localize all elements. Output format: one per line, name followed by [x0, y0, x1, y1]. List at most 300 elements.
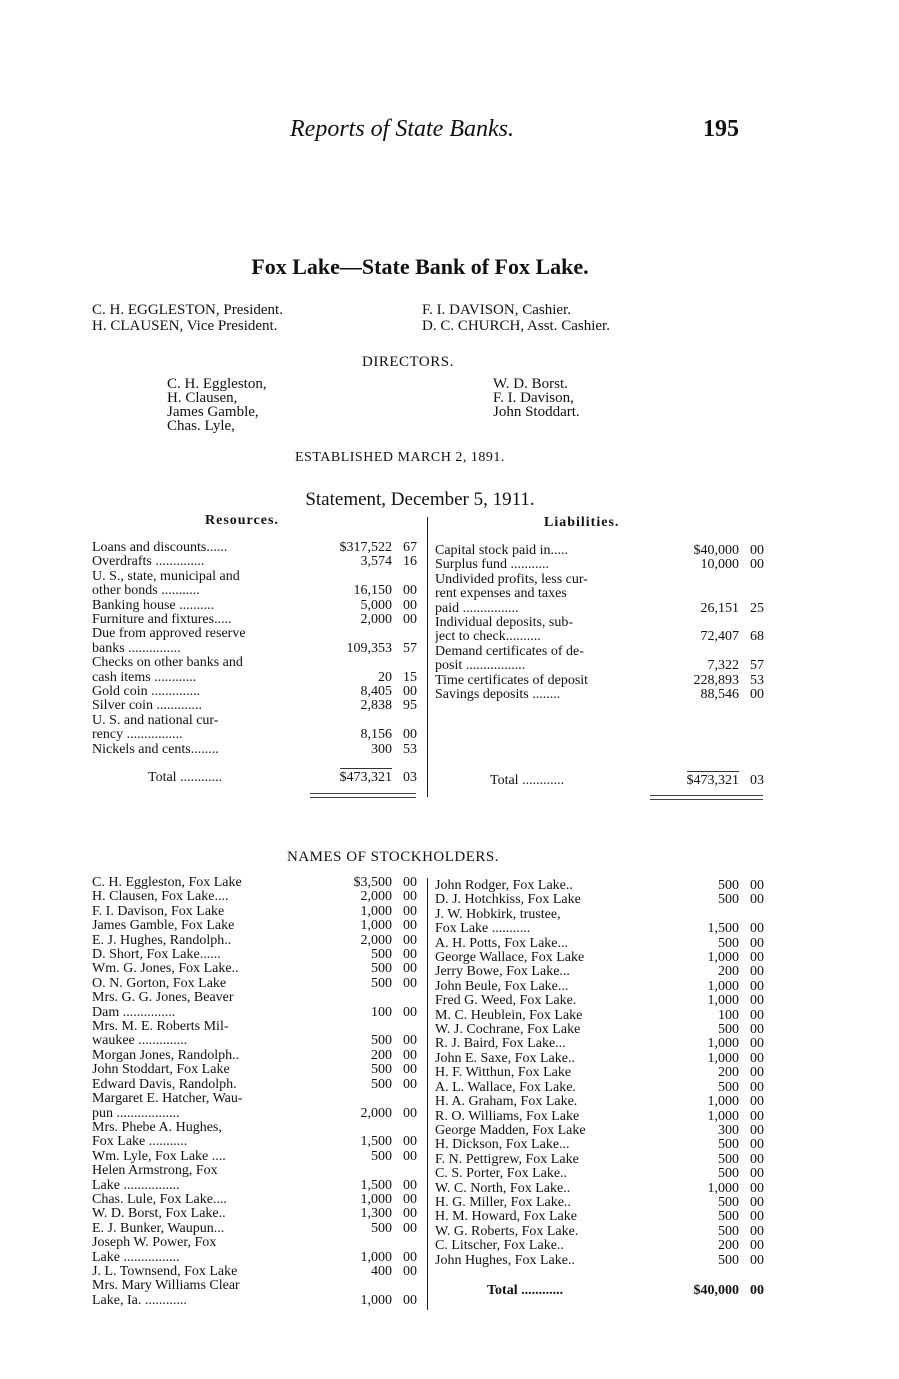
row-label: W. D. Borst, Fox Lake.. — [92, 1207, 226, 1222]
row-dollars: 2,000 — [360, 1105, 392, 1121]
row-cents: 00 — [403, 727, 417, 743]
page-number: 195 — [703, 116, 739, 142]
row-dollars: 8,156 — [360, 727, 392, 743]
liabilities-table — [435, 544, 764, 702]
row-dollars — [314, 991, 392, 1005]
resource-row — [92, 555, 417, 569]
row-dollars: 1,300 — [360, 1206, 392, 1222]
director: James Gamble, — [167, 404, 259, 420]
liability-row — [435, 630, 764, 644]
directors-left — [167, 377, 267, 433]
row-cents — [392, 1236, 417, 1250]
row-label: H. Clausen, Fox Lake.... — [92, 890, 229, 905]
stockholder-row — [92, 919, 417, 933]
stockholder-row — [435, 1110, 764, 1124]
stockholder-row — [435, 1153, 764, 1167]
row-cents: 00 — [750, 878, 764, 893]
row-cents: 00 — [403, 903, 417, 919]
row-dollars — [657, 587, 739, 601]
row-cents: 00 — [750, 1065, 764, 1081]
stockholder-row — [92, 1294, 417, 1308]
row-dollars: 1,000 — [707, 1050, 739, 1066]
row-label: Time certificates of deposit — [435, 673, 589, 688]
row-label: posit ................. — [435, 659, 526, 674]
row-label: waukee .............. — [92, 1034, 188, 1049]
row-cents: 57 — [403, 640, 417, 656]
row-label: H. G. Miller, Fox Lake.. — [435, 1195, 571, 1210]
row-label: Nickels and cents........ — [92, 742, 219, 757]
row-label: F. N. Pettigrew, Fox Lake — [435, 1152, 579, 1167]
row-label: Margaret E. Hatcher, Wau- — [92, 1092, 243, 1107]
row-dollars: 1,000 — [707, 1108, 739, 1124]
director: H. Clausen, — [167, 390, 238, 406]
row-cents: 00 — [750, 1022, 764, 1038]
row-label: Surplus fund ........... — [435, 558, 549, 573]
stockholder-row — [92, 962, 417, 976]
row-dollars: 1,000 — [707, 978, 739, 994]
row-label: James Gamble, Fox Lake — [92, 919, 235, 934]
row-cents: 95 — [403, 698, 417, 714]
row-cents — [739, 573, 764, 587]
stockholder-row — [435, 965, 764, 979]
row-cents — [392, 570, 417, 584]
stockholder-row — [435, 922, 764, 936]
row-dollars: 500 — [718, 892, 739, 908]
total-dollars: $40,000 — [693, 1283, 739, 1298]
row-label: Fred G. Weed, Fox Lake. — [435, 994, 577, 1009]
row-cents — [739, 616, 764, 630]
row-label: Mrs. G. G. Jones, Beaver — [92, 991, 234, 1006]
liability-row — [435, 674, 764, 688]
row-cents: 00 — [403, 1062, 417, 1078]
stockholder-row — [92, 977, 417, 991]
liability-row — [435, 602, 764, 616]
row-dollars: 1,500 — [707, 921, 739, 937]
row-cents: 00 — [750, 1194, 764, 1210]
row-dollars — [314, 1121, 392, 1135]
stockholder-row — [435, 1167, 764, 1181]
row-cents: 00 — [403, 1206, 417, 1222]
row-cents: 00 — [403, 1033, 417, 1049]
row-dollars: 500 — [718, 1223, 739, 1239]
row-label: John Stoddart, Fox Lake — [92, 1063, 230, 1078]
row-cents: 53 — [750, 672, 764, 688]
stockholders-heading: NAMES OF STOCKHOLDERS. — [287, 849, 500, 865]
row-dollars: 200 — [718, 1065, 739, 1081]
stockholder-row — [435, 1182, 764, 1196]
row-label: Lake ................ — [92, 1178, 180, 1193]
stockholder-row — [435, 1023, 764, 1037]
row-cents: 00 — [750, 950, 764, 966]
row-dollars: 500 — [371, 1220, 392, 1236]
row-dollars: 1,000 — [707, 1036, 739, 1052]
running-title: Reports of State Banks. — [290, 116, 514, 142]
director: Chas. Lyle, — [167, 418, 235, 434]
row-label: banks ............... — [92, 641, 181, 656]
row-cents: 00 — [403, 889, 417, 905]
row-dollars: 20 — [378, 669, 392, 685]
row-cents: 00 — [750, 892, 764, 908]
row-label: J. W. Hobkirk, trustee, — [435, 907, 561, 922]
stockholder-row — [435, 908, 764, 922]
stockholder-row — [92, 1193, 417, 1207]
row-cents — [739, 587, 764, 601]
stockholder-row — [435, 1210, 764, 1224]
row-dollars — [314, 1236, 392, 1250]
stockholder-row — [435, 994, 764, 1008]
row-dollars — [314, 656, 392, 670]
row-label: John Beule, Fox Lake... — [435, 979, 569, 994]
row-cents: 00 — [750, 1108, 764, 1124]
row-dollars — [314, 714, 392, 728]
row-cents: 00 — [750, 935, 764, 951]
row-dollars: 16,150 — [353, 583, 392, 599]
row-dollars: 500 — [718, 878, 739, 893]
stockholder-row — [435, 1239, 764, 1253]
row-dollars: 10,000 — [700, 557, 739, 573]
row-cents: 00 — [750, 1079, 764, 1095]
resources-heading: Resources. — [205, 513, 279, 528]
row-label: W. C. North, Fox Lake.. — [435, 1181, 571, 1196]
row-dollars: 1,000 — [360, 903, 392, 919]
stockholder-row — [92, 1279, 417, 1293]
row-label: Demand certificates of de- — [435, 644, 584, 659]
row-cents: 00 — [403, 1105, 417, 1121]
stockholders-right-table — [435, 879, 764, 1268]
row-label: Checks on other banks and — [92, 656, 243, 671]
row-cents: 16 — [403, 554, 417, 570]
row-dollars: $40,000 — [693, 543, 739, 558]
total-label: Total ............ — [487, 1283, 564, 1298]
row-dollars: 1,000 — [360, 1249, 392, 1265]
row-label: C. S. Porter, Fox Lake.. — [435, 1167, 568, 1182]
established-line: ESTABLISHED MARCH 2, 1891. — [295, 450, 505, 465]
stockholder-row — [435, 1095, 764, 1109]
row-label: H. A. Graham, Fox Lake. — [435, 1095, 578, 1110]
row-cents: 00 — [750, 1209, 764, 1225]
row-dollars: 500 — [371, 1076, 392, 1092]
liability-row — [435, 616, 764, 630]
row-label: John Rodger, Fox Lake.. — [435, 879, 573, 893]
row-dollars: $317,522 — [339, 540, 392, 555]
total-label: Total ............ — [490, 773, 565, 788]
row-label: pun .................. — [92, 1106, 180, 1121]
row-label: Edward Davis, Randolph. — [92, 1077, 237, 1092]
row-label: Mrs. M. E. Roberts Mil- — [92, 1020, 229, 1035]
row-cents: 00 — [403, 1134, 417, 1150]
row-dollars — [314, 1020, 392, 1034]
row-cents: 00 — [403, 1177, 417, 1193]
row-label: Due from approved reserve — [92, 627, 246, 642]
row-dollars: 200 — [371, 1047, 392, 1063]
stockholder-row — [92, 1265, 417, 1279]
row-cents — [392, 1279, 417, 1293]
row-label: Lake ................ — [92, 1250, 180, 1265]
stockholder-row — [92, 1222, 417, 1236]
row-cents: 00 — [403, 1004, 417, 1020]
row-cents: 00 — [750, 1252, 764, 1268]
stockholder-row — [92, 1078, 417, 1092]
row-label: D. Short, Fox Lake...... — [92, 948, 221, 963]
stockholder-row — [435, 937, 764, 951]
officer-asst-cashier: D. C. CHURCH, Asst. Cashier. — [422, 318, 610, 334]
stockholder-row — [435, 1196, 764, 1210]
stockholder-row — [435, 1052, 764, 1066]
statement-column-divider — [427, 517, 428, 797]
stockholder-row — [92, 934, 417, 948]
stockholder-row — [435, 1225, 764, 1239]
row-label: Capital stock paid in..... — [435, 544, 568, 558]
row-dollars: 300 — [718, 1122, 739, 1138]
liability-row — [435, 587, 764, 601]
stockholder-row — [435, 879, 764, 893]
row-dollars: 5,000 — [360, 597, 392, 613]
resource-row — [92, 599, 417, 613]
row-label: rency ................ — [92, 728, 183, 743]
liability-row — [435, 659, 764, 673]
officer-cashier: F. I. DAVISON, Cashier. — [422, 302, 571, 318]
row-cents: 00 — [403, 1076, 417, 1092]
row-cents: 00 — [750, 1180, 764, 1196]
row-dollars: 200 — [718, 964, 739, 980]
liability-row — [435, 573, 764, 587]
row-cents — [392, 1092, 417, 1106]
resource-row — [92, 685, 417, 699]
row-dollars: 500 — [371, 975, 392, 991]
row-cents: 00 — [403, 597, 417, 613]
row-dollars — [657, 908, 739, 922]
row-label: John E. Saxe, Fox Lake.. — [435, 1051, 575, 1066]
stockholder-row — [92, 876, 417, 890]
bank-title: Fox Lake—State Bank of Fox Lake. — [251, 254, 589, 279]
stockholder-row — [92, 1207, 417, 1221]
liability-row — [435, 544, 764, 558]
resource-row — [92, 541, 417, 555]
row-label: paid ................ — [435, 601, 519, 616]
row-dollars — [657, 645, 739, 659]
stockholder-row — [92, 1006, 417, 1020]
row-dollars: 200 — [718, 1238, 739, 1254]
row-label: C. H. Eggleston, Fox Lake — [92, 876, 242, 890]
row-dollars: 1,000 — [707, 1094, 739, 1110]
row-dollars: 1,500 — [360, 1134, 392, 1150]
row-cents: 00 — [403, 583, 417, 599]
stockholder-row — [435, 980, 764, 994]
row-cents: 00 — [750, 1007, 764, 1023]
row-dollars: 500 — [371, 1148, 392, 1164]
liabilities-double-rule — [650, 795, 763, 800]
row-cents — [739, 908, 764, 922]
row-dollars: 100 — [371, 1004, 392, 1020]
row-cents: 00 — [403, 875, 417, 890]
stockholder-row — [92, 1092, 417, 1106]
row-label: U. S., state, municipal and — [92, 569, 240, 584]
row-label: Gold coin .............. — [92, 685, 201, 700]
row-label: Undivided profits, less cur- — [435, 572, 588, 587]
liability-row — [435, 645, 764, 659]
total-dollars: $473,321 — [339, 770, 392, 785]
liability-row — [435, 688, 764, 702]
row-label: cash items ............ — [92, 670, 197, 685]
director: C. H. Eggleston, — [167, 376, 267, 392]
resource-row — [92, 570, 417, 584]
stockholder-row — [92, 1121, 417, 1135]
row-dollars: 500 — [718, 935, 739, 951]
resource-row — [92, 671, 417, 685]
row-label: Savings deposits ........ — [435, 688, 561, 703]
row-label: Mrs. Phebe A. Hughes, — [92, 1120, 222, 1135]
row-label: Morgan Jones, Randolph.. — [92, 1048, 240, 1063]
total-cents: 00 — [750, 1283, 764, 1298]
row-dollars: 1,000 — [707, 1180, 739, 1196]
row-label: Furniture and fixtures..... — [92, 613, 232, 628]
row-dollars — [314, 1092, 392, 1106]
officers-left — [92, 302, 283, 334]
stockholder-row — [435, 1124, 764, 1138]
stockholder-row — [435, 1066, 764, 1080]
resource-row — [92, 584, 417, 598]
row-dollars: 228,893 — [693, 672, 739, 688]
row-label: M. C. Heublein, Fox Lake — [435, 1008, 583, 1023]
row-label: Lake, Ia. ............ — [92, 1293, 187, 1308]
row-cents: 00 — [750, 1137, 764, 1153]
liability-row — [435, 558, 764, 572]
row-label: Jerry Bowe, Fox Lake... — [435, 965, 570, 980]
row-cents — [392, 1164, 417, 1178]
row-label: Banking house .......... — [92, 598, 215, 613]
row-label: Wm. G. Jones, Fox Lake.. — [92, 962, 239, 977]
row-dollars: 300 — [371, 741, 392, 757]
directors-right — [493, 377, 580, 419]
total-cents: 03 — [403, 770, 417, 785]
stockholder-row — [92, 1236, 417, 1250]
total-dollars: $473,321 — [686, 773, 739, 788]
row-cents: 00 — [403, 1263, 417, 1279]
row-dollars: $3,500 — [353, 875, 392, 890]
resource-row — [92, 714, 417, 728]
row-cents: 00 — [750, 978, 764, 994]
stockholder-row — [435, 1138, 764, 1152]
row-label: Silver coin ............. — [92, 699, 203, 714]
row-label: D. J. Hotchkiss, Fox Lake — [435, 893, 581, 908]
row-label: U. S. and national cur- — [92, 713, 219, 728]
row-dollars: 2,000 — [360, 612, 392, 628]
row-cents: 15 — [403, 669, 417, 685]
row-dollars: 1,000 — [707, 993, 739, 1009]
officers-right — [422, 302, 610, 334]
row-dollars — [314, 570, 392, 584]
row-label: George Wallace, Fox Lake — [435, 951, 585, 966]
stockholders-column-divider — [427, 878, 428, 1310]
row-cents — [392, 991, 417, 1005]
row-label: Wm. Lyle, Fox Lake .... — [92, 1149, 226, 1164]
row-dollars: 109,353 — [346, 640, 392, 656]
row-dollars: 500 — [371, 961, 392, 977]
directors-heading: DIRECTORS. — [362, 354, 454, 370]
row-dollars: 1,000 — [360, 1292, 392, 1308]
row-label: John Hughes, Fox Lake.. — [435, 1253, 575, 1268]
row-label: Overdrafts .............. — [92, 555, 205, 570]
row-dollars: 3,574 — [360, 554, 392, 570]
row-label: H. M. Howard, Fox Lake — [435, 1210, 577, 1225]
row-cents: 53 — [403, 741, 417, 757]
row-cents: 00 — [750, 1223, 764, 1239]
director: John Stoddart. — [493, 404, 580, 420]
liabilities-heading: Liabilities. — [544, 515, 620, 530]
statement-title: Statement, December 5, 1911. — [305, 489, 535, 510]
row-label: Helen Armstrong, Fox — [92, 1164, 218, 1179]
row-cents — [392, 627, 417, 641]
row-label: W. G. Roberts, Fox Lake. — [435, 1224, 579, 1239]
row-cents: 00 — [750, 1166, 764, 1182]
row-dollars: 500 — [718, 1151, 739, 1167]
row-cents: 00 — [750, 1094, 764, 1110]
resource-row — [92, 627, 417, 641]
row-dollars: 1,000 — [360, 1191, 392, 1207]
stockholder-row — [435, 893, 764, 907]
resource-row — [92, 642, 417, 656]
row-dollars — [314, 627, 392, 641]
stockholder-row — [435, 1037, 764, 1051]
row-label: O. N. Gorton, Fox Lake — [92, 976, 227, 991]
stockholder-row — [92, 1150, 417, 1164]
row-cents — [392, 1121, 417, 1135]
row-label: C. Litscher, Fox Lake.. — [435, 1239, 564, 1254]
row-dollars: 1,000 — [707, 950, 739, 966]
row-dollars: 8,405 — [360, 684, 392, 700]
row-label: J. L. Townsend, Fox Lake — [92, 1264, 238, 1279]
row-cents: 00 — [403, 932, 417, 948]
row-dollars: 2,000 — [360, 932, 392, 948]
row-label: Joseph W. Power, Fox — [92, 1236, 217, 1251]
row-cents: 00 — [403, 961, 417, 977]
row-label: Fox Lake ........... — [435, 922, 531, 937]
row-cents: 00 — [403, 684, 417, 700]
resources-table — [92, 541, 417, 757]
stockholder-row — [92, 890, 417, 904]
row-dollars: 500 — [371, 1033, 392, 1049]
row-cents: 00 — [750, 1238, 764, 1254]
row-cents: 00 — [750, 687, 764, 703]
stockholder-row — [92, 1034, 417, 1048]
row-cents — [392, 1020, 417, 1034]
row-dollars: 1,500 — [360, 1177, 392, 1193]
stockholder-row — [92, 1179, 417, 1193]
row-label: Fox Lake ........... — [92, 1135, 188, 1150]
row-dollars: 2,838 — [360, 698, 392, 714]
row-cents: 00 — [750, 993, 764, 1009]
stockholder-row — [92, 1020, 417, 1034]
row-label: A. H. Potts, Fox Lake... — [435, 936, 568, 951]
row-label: R. J. Baird, Fox Lake... — [435, 1037, 566, 1052]
officer-vice-president: H. CLAUSEN, Vice President. — [92, 318, 278, 334]
row-cents: 00 — [750, 543, 764, 558]
row-cents: 25 — [750, 600, 764, 616]
row-cents: 00 — [403, 1047, 417, 1063]
stockholder-row — [92, 991, 417, 1005]
row-label: W. J. Cochrane, Fox Lake — [435, 1023, 581, 1038]
row-cents: 00 — [403, 1249, 417, 1265]
stockholder-row — [92, 1251, 417, 1265]
resource-row — [92, 728, 417, 742]
row-cents: 00 — [403, 975, 417, 991]
row-cents: 67 — [403, 540, 417, 555]
stockholder-row — [92, 905, 417, 919]
row-dollars — [657, 616, 739, 630]
director: W. D. Borst. — [493, 376, 568, 392]
row-label: ject to check.......... — [435, 630, 541, 645]
row-label: Individual deposits, sub- — [435, 616, 574, 631]
